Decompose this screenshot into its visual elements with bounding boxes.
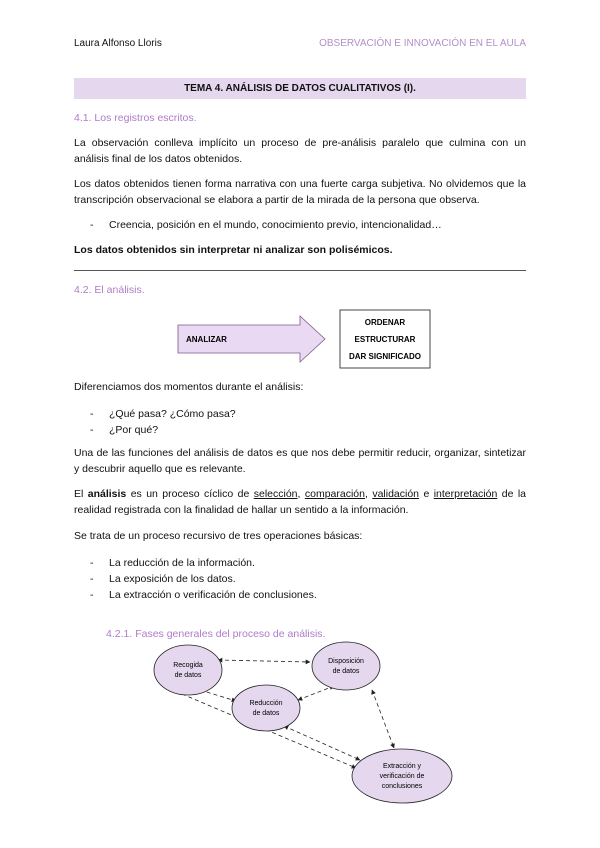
section-heading-registros: 4.1. Los registros escritos. [74, 112, 197, 124]
box-item-ordenar: ORDENAR [364, 318, 406, 327]
paragraph-datos-narrativos: Los datos obtenidos tienen forma narrativa con una fuerte carga subjetiva. No olvidemos que la transcripción observacional se elabora a partir de la mirada de la persona que observa. [74, 178, 526, 206]
paragraph-dos-momentos: Diferenciamos dos momentos durante el análisis: [74, 381, 304, 393]
list-item: - La reducción de la información. [90, 555, 317, 571]
node-recogida [154, 645, 222, 695]
paragraph-polisemicos: Los datos obtenidos sin interpretar ni analizar son polisémicos. [74, 244, 393, 256]
node-recogida-line2: de datos [174, 672, 202, 679]
paragraph-proceso-ciclico: El análisis es un proceso cíclico de selección, comparación, validación e interpretación de la realidad registrada con la finalidad de hallar un sentido a la información. [74, 488, 527, 516]
arrow-disposicion-extraccion [372, 690, 394, 748]
node-reduccion-line2: de datos [252, 710, 280, 717]
analizar-label: ANALIZAR [186, 335, 227, 344]
header-course: OBSERVACIÓN E INNOVACIÓN EN EL AULA [319, 38, 526, 49]
subsection-heading-fases: 4.2.1. Fases generales del proceso de análisis. [106, 628, 326, 640]
node-extraccion-line1: Extracción y [382, 763, 422, 770]
list-item: - Creencia, posición en el mundo, conocimiento previo, intencionalidad… [90, 217, 442, 233]
section-heading-analisis: 4.2. El análisis. [74, 284, 145, 296]
node-reduccion [232, 685, 300, 731]
list-item: - La extracción o verificación de conclusiones. [90, 587, 317, 603]
list-item: - ¿Qué pasa? ¿Cómo pasa? [90, 406, 236, 422]
list-item: - ¿Por qué? [90, 422, 236, 438]
paragraph-recursivo: Se trata de un proceso recursivo de tres operaciones básicas: [74, 530, 363, 542]
node-extraccion-line2: verificación de [379, 773, 425, 780]
box-item-significado: DAR SIGNIFICADO [349, 352, 421, 361]
page-title: TEMA 4. ANÁLISIS DE DATOS CUALITATIVOS (I). [74, 78, 526, 99]
node-recogida-line1: Recogida [173, 662, 203, 669]
header-author: Laura Alfonso Lloris [74, 38, 162, 49]
node-disposicion-line1: Disposición [328, 658, 364, 665]
paragraph-observacion: La observación conlleva implícito un proceso de pre-análisis paralelo que culmina con un análisis final de los datos obtenidos. [74, 137, 526, 165]
paragraph-funciones: Una de las funciones del análisis de datos es que nos debe permitir reducir, organizar, sintetizar y descubrir aquello que es relevante. [74, 447, 526, 475]
node-disposicion [312, 642, 380, 690]
arrow-recogida-disposicion [218, 660, 310, 662]
arrow-reduccion-extraccion [284, 726, 360, 760]
arrow-reduccion-disposicion [298, 686, 334, 700]
box-item-estructurar: ESTRUCTURAR [354, 335, 416, 344]
list-item: - La exposición de los datos. [90, 571, 317, 587]
node-extraccion-line3: conclusiones [381, 783, 423, 790]
node-reduccion-line1: Reducción [249, 700, 283, 707]
node-disposicion-line2: de datos [332, 668, 360, 675]
